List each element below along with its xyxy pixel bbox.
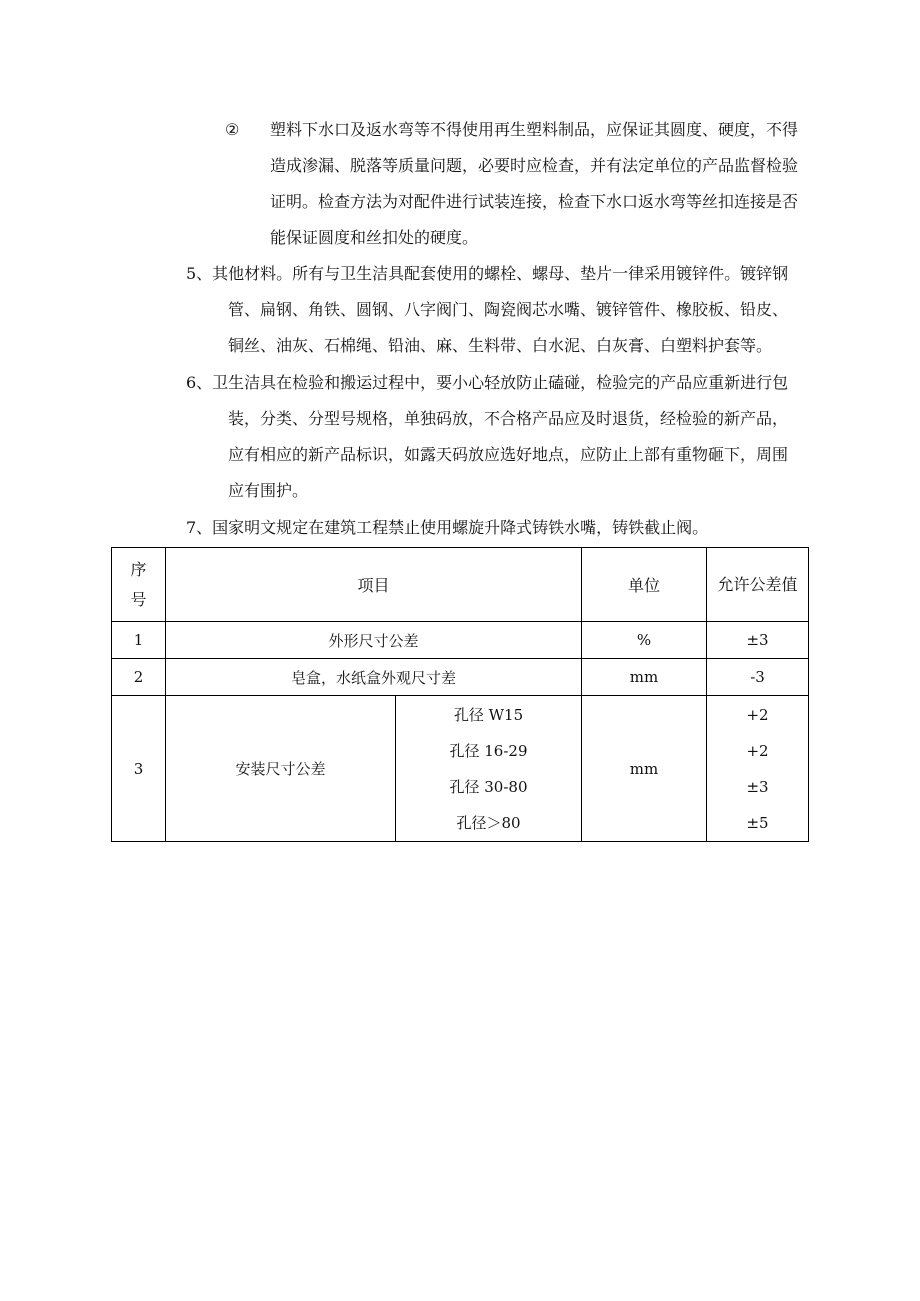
row-3-sub-label: 孔径 16-29 (449, 741, 528, 760)
row-1-unit: % (582, 622, 707, 659)
row-3-sub-label: 孔径＞80 (456, 813, 521, 832)
row-3-sub-tolerance: +2 (746, 741, 769, 760)
row-3-sub-label: 孔径 W15 (453, 705, 524, 724)
header-tolerance: 允许公差值 (707, 548, 809, 622)
tolerance-table (111, 547, 809, 842)
row-1-tolerance: ±3 (707, 622, 809, 659)
item-2-line-3: 证明。检查方法为对配件进行试装连接，检查下水口返水弯等丝扣连接是否 (270, 192, 799, 211)
item-2-marker: ② (225, 120, 240, 139)
row-1-item: 外形尺寸公差 (166, 622, 582, 659)
row-3-sub-tolerance: ±3 (746, 777, 769, 796)
row-3-unit: mm (582, 696, 707, 842)
row-2-unit: mm (582, 659, 707, 696)
row-3-seq: 3 (112, 696, 166, 842)
row-3-sub-labels (396, 696, 582, 842)
row-1-seq: 1 (112, 622, 166, 659)
item-2-line-4: 能保证圆度和丝扣处的硬度。 (270, 228, 479, 247)
row-2-tolerance: -3 (707, 659, 809, 696)
table-row (112, 659, 809, 696)
item-2-line-1: 塑料下水口及返水弯等不得使用再生塑料制品，应保证其圆度、硬度，不得 (270, 120, 799, 139)
para-7-line: 7、国家明文规定在建筑工程禁止使用螺旋升降式铸铁水嘴，铸铁截止阀。 (186, 518, 709, 537)
para-6-line-3: 应有相应的新产品标识，如露天码放应选好地点，应防止上部有重物砸下，周围 (228, 445, 789, 464)
row-3-item: 安装尺寸公差 (166, 696, 396, 842)
row-3-sub-label: 孔径 30-80 (449, 777, 528, 796)
row-3-sub-tolerance: ±5 (746, 813, 769, 832)
row-2-item: 皂盒，水纸盒外观尺寸差 (166, 659, 582, 696)
header-unit: 单位 (582, 548, 707, 622)
para-6-line-4: 应有围护。 (228, 481, 309, 500)
header-item: 项目 (166, 548, 582, 622)
item-2-line-2: 造成渗漏、脱落等质量问题，必要时应检查，并有法定单位的产品监督检验 (270, 156, 799, 175)
row-3-sub-tolerance: +2 (746, 705, 769, 724)
para-5-line-2: 管、扁钢、角铁、圆钢、八字阀门、陶瓷阀芯水嘴、镀锌管件、橡胶板、铅皮、 (228, 300, 789, 319)
header-seq: 序号 (112, 548, 166, 622)
para-5-line-3: 铜丝、油灰、石棉绳、铅油、麻、生料带、白水泥、白灰膏、白塑料护套等。 (228, 336, 773, 355)
para-6-line-2: 装，分类、分型号规格，单独码放，不合格产品应及时退货，经检验的新产品， (228, 409, 789, 428)
table-row (112, 696, 809, 842)
table-header-row (112, 548, 809, 622)
table-row (112, 622, 809, 659)
row-2-seq: 2 (112, 659, 166, 696)
row-3-tolerances (707, 696, 809, 842)
para-5-line-1: 5、其他材料。所有与卫生洁具配套使用的螺栓、螺母、垫片一律采用镀锌件。镀锌钢 (186, 264, 789, 283)
para-6-line-1: 6、卫生洁具在检验和搬运过程中，要小心轻放防止磕碰，检验完的产品应重新进行包 (186, 373, 789, 392)
